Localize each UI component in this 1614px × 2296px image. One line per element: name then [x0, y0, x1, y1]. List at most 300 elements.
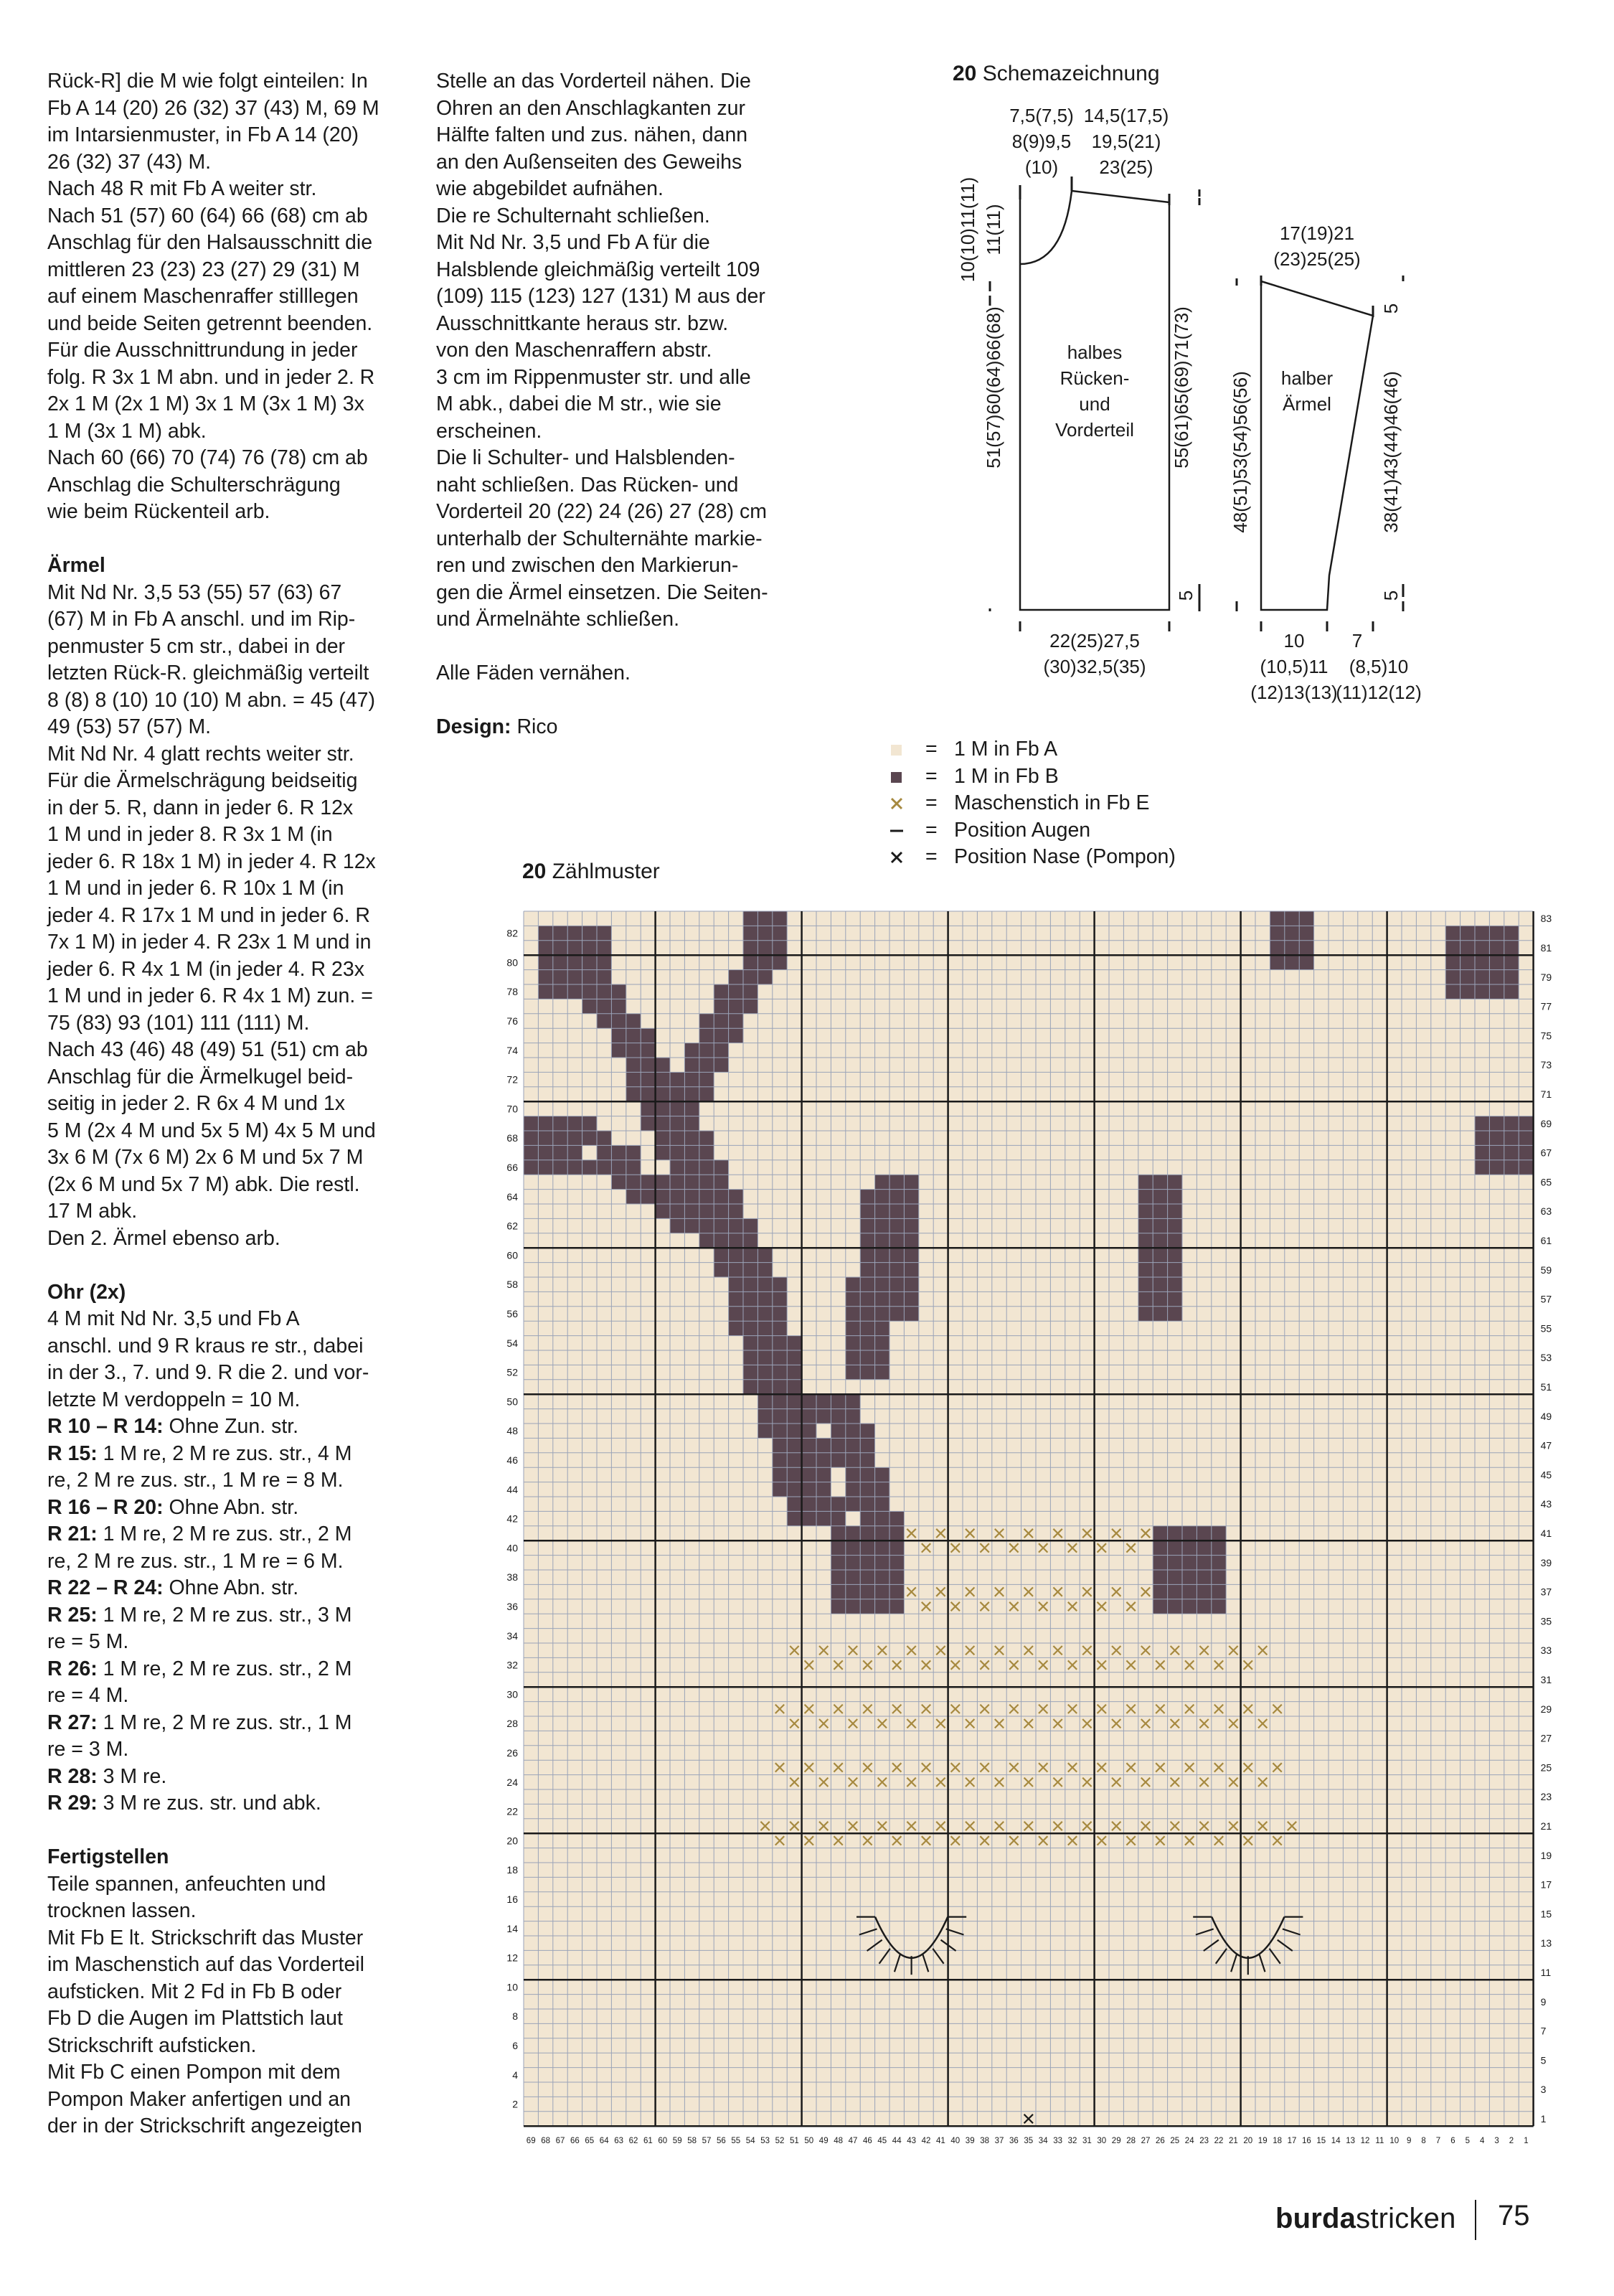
- stitch-b: [889, 1540, 904, 1555]
- stitch-b: [846, 1556, 860, 1570]
- stitch-b: [699, 1058, 714, 1072]
- legend-text: Position Nase (Pompon): [954, 845, 1176, 868]
- stitch-b: [875, 1365, 889, 1379]
- stitch-b: [860, 1307, 874, 1321]
- stitch-b: [1168, 1584, 1182, 1599]
- stitch-b: [597, 1145, 611, 1159]
- row-number: 59: [1540, 1264, 1552, 1276]
- text-line: mittleren 23 (23) 23 (27) 29 (31) M: [47, 258, 360, 281]
- row-numbers-right: [1541, 913, 1552, 2125]
- stitch-b: [758, 1350, 772, 1365]
- text-line: [436, 714, 802, 741]
- stitch-b: [1475, 1145, 1489, 1159]
- stitch-b: [846, 1307, 860, 1321]
- stitch-b: [831, 1570, 845, 1584]
- row-number: 61: [1540, 1235, 1552, 1246]
- row-number: 69: [1540, 1117, 1552, 1129]
- stitch-b: [860, 1321, 874, 1335]
- text-line: (67) M in Fb A anschl. und im Rip-: [47, 608, 356, 631]
- stitch-b: [524, 1145, 538, 1159]
- column-number: 23: [1199, 2137, 1209, 2146]
- stitch-b: [875, 1467, 889, 1482]
- stitch-b: [729, 984, 743, 999]
- sleeve-outline: [1261, 281, 1373, 610]
- stitch-b: [1182, 1556, 1197, 1570]
- stitch-b: [611, 1175, 626, 1189]
- stitch-b: [714, 999, 728, 1013]
- stitch-b: [875, 1218, 889, 1233]
- stitch-b: [1182, 1599, 1197, 1614]
- measure-label: 23(25): [1099, 156, 1153, 178]
- row-label: R 10 – R 14:: [47, 1415, 164, 1438]
- column-number: 50: [804, 2137, 814, 2146]
- stitch-b: [538, 970, 552, 984]
- color-a-swatch-icon: [888, 736, 905, 763]
- stitch-b: [831, 1526, 845, 1540]
- column-number: 63: [614, 2137, 623, 2146]
- stitch-b: [787, 1482, 801, 1497]
- stitch-b: [860, 1336, 874, 1350]
- stitch-b: [816, 1438, 831, 1452]
- measure-label: 7,5(7,5): [1009, 105, 1074, 126]
- stitch-b: [1519, 1131, 1533, 1145]
- row-number: 9: [1540, 1995, 1547, 2008]
- column-number: 26: [1156, 2137, 1165, 2146]
- stitch-b: [714, 1058, 728, 1072]
- stitch-b: [802, 1497, 816, 1511]
- stitch-b: [816, 1409, 831, 1424]
- stitch-b: [773, 1438, 787, 1452]
- measure-label: 38(41)43(44)46(46): [1380, 371, 1402, 533]
- stitch-b: [1138, 1175, 1153, 1189]
- stitch-b: [875, 1497, 889, 1511]
- stitch-b: [656, 1116, 670, 1131]
- stitch-b: [875, 1540, 889, 1555]
- stitch-b: [1138, 1277, 1153, 1292]
- column-number: 37: [994, 2137, 1004, 2146]
- text-line: Rück-R] die M wie folgt einteilen: In: [47, 70, 368, 93]
- stitch-b: [684, 1058, 699, 1072]
- text-line: 1 M und in jeder 6. R 10x 1 M (in: [47, 877, 344, 900]
- measure-label: (10,5)11: [1260, 656, 1329, 677]
- text-line: im Maschenstich auf das Vorderteil: [47, 1953, 364, 1976]
- stitch-b: [846, 1526, 860, 1540]
- footer-divider: [1475, 2200, 1476, 2240]
- stitch-b: [773, 1277, 787, 1292]
- stitch-b: [802, 1453, 816, 1467]
- row-text: 3 M re zus. str. und abk.: [103, 1792, 321, 1815]
- row-number: 6: [512, 2040, 518, 2051]
- footer-brand: burdastricken: [1275, 2203, 1456, 2234]
- text-line: 1 M (3x 1 M) abk.: [47, 419, 207, 443]
- stitch-b: [641, 1072, 655, 1086]
- text-line: Alle Fäden vernähen.: [436, 662, 631, 684]
- row-number: 12: [506, 1952, 518, 1964]
- stitch-b: [773, 941, 787, 955]
- stitch-b: [889, 1292, 904, 1306]
- row-text: 1 M re, 2 M re zus. str., 2 M: [103, 1523, 352, 1545]
- stitch-b: [831, 1556, 845, 1570]
- row-number: 82: [506, 927, 518, 939]
- stitch-b: [714, 1043, 728, 1058]
- stitch-b: [831, 1438, 845, 1452]
- text-line: erscheinen.: [436, 419, 542, 443]
- stitch-b: [889, 1175, 904, 1189]
- text-line: Strickschrift aufsticken.: [47, 2033, 257, 2057]
- text-line: 4 M mit Nd Nr. 3,5 und Fb A: [47, 1307, 300, 1330]
- stitch-b: [670, 1131, 684, 1145]
- paragraph-gap: [436, 634, 802, 661]
- stitch-b: [889, 1248, 904, 1262]
- stitch-b: [714, 1233, 728, 1248]
- stitch-b: [656, 1175, 670, 1189]
- stitch-b: [773, 1409, 787, 1424]
- stitch-b: [538, 941, 552, 955]
- stitch-b: [889, 1511, 904, 1525]
- stitch-b: [699, 1218, 714, 1233]
- row-number: 30: [506, 1688, 518, 1700]
- text-line: [47, 1790, 406, 1817]
- stitch-b: [1489, 941, 1504, 955]
- column-number: 2: [1509, 2137, 1514, 2146]
- stitch-b: [1504, 1131, 1519, 1145]
- stitch-b: [1299, 941, 1313, 955]
- stitch-b: [670, 1145, 684, 1159]
- stitch-b: [860, 1263, 874, 1277]
- text-line: 3 cm im Rippenmuster str. und alle: [436, 365, 751, 389]
- legend-text: Maschenstich in Fb E: [954, 791, 1150, 814]
- column-number: 20: [1243, 2137, 1253, 2146]
- stitch-b: [1182, 1584, 1197, 1599]
- text-line: in der 3., 7. und 9. R die 2. und vor-: [47, 1361, 369, 1384]
- text-line: Anschlag für die Ärmelkugel beid-: [47, 1065, 354, 1088]
- stitch-b: [773, 1394, 787, 1408]
- text-line: 7x 1 M) in jeder 4. R 23x 1 M und in: [47, 931, 372, 954]
- stitch-b: [860, 1467, 874, 1482]
- stitch-b: [1153, 1526, 1167, 1540]
- stitch-b: [860, 1599, 874, 1614]
- text-line: 1 M und in jeder 6. R 4x 1 M) zun. =: [47, 984, 373, 1007]
- text-line: Nach 43 (46) 48 (49) 51 (51) cm ab: [47, 1038, 368, 1061]
- stitch-b: [802, 1511, 816, 1525]
- row-number: 79: [1540, 971, 1552, 983]
- stitch-b: [1182, 1526, 1197, 1540]
- measure-label: 7: [1351, 630, 1363, 651]
- legend-equals: =: [925, 818, 938, 842]
- row-number: 27: [1540, 1732, 1552, 1744]
- stitch-b: [773, 1453, 787, 1467]
- legend-equals: =: [925, 845, 938, 868]
- row-number: 36: [506, 1601, 518, 1612]
- stitch-b: [656, 1145, 670, 1159]
- section-label: und: [1079, 393, 1110, 415]
- measure-label: (30)32,5(35): [1043, 656, 1146, 677]
- stitch-b: [1153, 1599, 1167, 1614]
- stitch-b: [1504, 970, 1519, 984]
- text-line: [47, 1575, 406, 1602]
- stitch-b: [743, 926, 758, 940]
- stitch-b: [875, 1263, 889, 1277]
- row-number: 72: [506, 1073, 518, 1086]
- stitch-b: [846, 1497, 860, 1511]
- stitch-b: [626, 1190, 641, 1204]
- row-number: 52: [506, 1366, 518, 1378]
- stitch-b: [758, 941, 772, 955]
- stitch-b: [846, 1336, 860, 1350]
- stitch-b: [670, 1116, 684, 1131]
- stitch-b: [846, 1292, 860, 1306]
- stitch-b: [875, 1190, 889, 1204]
- stitch-b: [641, 1101, 655, 1116]
- stitch-b: [553, 1160, 567, 1175]
- stitch-b: [860, 1511, 874, 1525]
- measure-label: 22(25)27,5: [1049, 630, 1140, 651]
- text-line: re = 4 M.: [47, 1684, 129, 1707]
- measure-label: (8,5)10: [1349, 656, 1409, 677]
- column-number: 67: [555, 2137, 565, 2146]
- column-number: 8: [1421, 2137, 1426, 2146]
- stitch-b: [743, 1277, 758, 1292]
- column-number: 48: [834, 2137, 843, 2146]
- stitch-b: [597, 984, 611, 999]
- row-number: 81: [1540, 942, 1552, 954]
- row-number: 56: [506, 1308, 518, 1319]
- row-number: 31: [1540, 1674, 1552, 1685]
- stitch-b: [538, 984, 552, 999]
- stitch-b: [773, 1365, 787, 1379]
- row-number: 21: [1540, 1820, 1552, 1832]
- text-line: [47, 1521, 406, 1548]
- measure-label: 10: [1283, 630, 1305, 651]
- stitch-b: [758, 1394, 772, 1408]
- text-line: Fb A 14 (20) 26 (32) 37 (43) M, 69 M: [47, 96, 379, 120]
- row-number: 71: [1540, 1088, 1552, 1100]
- stitch-b: [729, 999, 743, 1013]
- stitch-b: [714, 1248, 728, 1262]
- stitch-b: [787, 1409, 801, 1424]
- text-line: Mit Nd Nr. 3,5 53 (55) 57 (63) 67: [47, 580, 342, 604]
- row-text: 1 M re, 2 M re zus. str., 1 M: [103, 1711, 352, 1734]
- paragraph-gap: [47, 1817, 406, 1845]
- text-line: ren und zwischen den Markierun-: [436, 554, 739, 577]
- stitch-b: [758, 1409, 772, 1424]
- column-number: 69: [526, 2137, 536, 2146]
- stitch-b: [1445, 941, 1460, 955]
- row-number: 50: [506, 1396, 518, 1408]
- stitch-b: [860, 1365, 874, 1379]
- row-number: 37: [1540, 1586, 1552, 1598]
- stitch-b: [626, 1014, 641, 1028]
- stitch-b: [889, 1584, 904, 1599]
- text-line: [47, 1710, 406, 1737]
- black-cross-icon: [888, 844, 905, 871]
- stitch-b: [1270, 955, 1284, 969]
- row-number: 35: [1540, 1615, 1552, 1627]
- column-number: 25: [1170, 2137, 1180, 2146]
- stitch-b: [1197, 1570, 1211, 1584]
- stitch-b: [582, 941, 597, 955]
- stitch-b: [670, 1160, 684, 1175]
- stitch-b: [875, 1336, 889, 1350]
- chart-title: 20 Zählmuster: [522, 860, 660, 883]
- text-line: Die re Schulternaht schließen.: [436, 204, 710, 227]
- text-line: 1 M und in jeder 8. R 3x 1 M (in: [47, 823, 333, 846]
- stitch-b: [743, 984, 758, 999]
- stitch-b: [846, 1599, 860, 1614]
- stitch-b: [567, 1160, 582, 1175]
- text-line: von den Maschenraffern abstr.: [436, 339, 712, 362]
- column-number: 6: [1450, 2137, 1455, 2146]
- row-number: 73: [1540, 1059, 1552, 1071]
- knitting-chart: [488, 890, 1578, 2167]
- measure-label: 5: [1380, 303, 1402, 314]
- stitch-b: [1270, 926, 1284, 940]
- stitch-b: [773, 1336, 787, 1350]
- stitch-b: [875, 1584, 889, 1599]
- stitch-b: [875, 1526, 889, 1540]
- stitch-b: [1489, 1116, 1504, 1131]
- stitch-b: [1153, 1540, 1167, 1555]
- stitch-b: [904, 1233, 918, 1248]
- stitch-b: [729, 1263, 743, 1277]
- text-line: [47, 1495, 406, 1522]
- stitch-b: [758, 1292, 772, 1306]
- stitch-b: [860, 1584, 874, 1599]
- stitch-b: [567, 926, 582, 940]
- section-label: halber: [1280, 367, 1334, 389]
- stitch-b: [773, 1380, 787, 1394]
- row-number: 15: [1540, 1908, 1552, 1920]
- stitch-b: [1168, 1526, 1182, 1540]
- stitch-b: [1504, 1160, 1519, 1175]
- text-line: 26 (32) 37 (43) M.: [47, 150, 212, 174]
- stitch-b: [611, 1014, 626, 1028]
- stitch-b: [1212, 1584, 1226, 1599]
- stitch-b: [904, 1263, 918, 1277]
- text-line: anschl. und 9 R kraus re str., dabei: [47, 1334, 364, 1358]
- stitch-b: [787, 1394, 801, 1408]
- row-number: 51: [1540, 1381, 1552, 1393]
- stitch-b: [831, 1540, 845, 1555]
- stitch-b: [684, 1131, 699, 1145]
- measure-label: 17(19)21: [1279, 222, 1355, 244]
- stitch-b: [875, 1599, 889, 1614]
- stitch-b: [787, 1497, 801, 1511]
- text-line: Mit Nd Nr. 3,5 und Fb A für die: [436, 231, 710, 254]
- legend-equals: =: [925, 791, 938, 814]
- stitch-b: [846, 1453, 860, 1467]
- paragraph-gap: [47, 1252, 406, 1279]
- column-number: 60: [658, 2137, 668, 2146]
- text-line: Teile spannen, anfeuchten und: [47, 1872, 326, 1896]
- text-line: (2x 6 M und 5x 7 M) abk. Die restl.: [47, 1172, 360, 1196]
- row-number: 65: [1540, 1176, 1552, 1188]
- column-number: 10: [1389, 2137, 1400, 2146]
- stitch-b: [553, 970, 567, 984]
- legend-equals: =: [925, 764, 938, 788]
- stitch-b: [860, 1497, 874, 1511]
- stitch-b: [773, 955, 787, 969]
- stitch-b: [582, 999, 597, 1013]
- stitch-b: [904, 1204, 918, 1218]
- stitch-b: [846, 1467, 860, 1482]
- stitch-b: [787, 1350, 801, 1365]
- row-numbers-left: [506, 928, 518, 2110]
- stitch-b: [1138, 1190, 1153, 1204]
- stitch-b: [582, 1116, 597, 1131]
- stitch-b: [729, 1307, 743, 1321]
- text-line: Nach 48 R mit Fb A weiter str.: [47, 177, 317, 200]
- stitch-b: [1445, 955, 1460, 969]
- stitch-b: [846, 1394, 860, 1408]
- text-line: jeder 6. R 4x 1 M (in jeder 4. R 23x: [47, 957, 364, 981]
- stitch-b: [714, 1204, 728, 1218]
- row-label: R 28:: [47, 1764, 98, 1788]
- stitch-b: [1489, 970, 1504, 984]
- stitch-b: [538, 955, 552, 969]
- stitch-b: [1489, 955, 1504, 969]
- row-label: R 25:: [47, 1603, 98, 1627]
- stitch-b: [553, 926, 567, 940]
- column-numbers: [527, 2137, 1529, 2145]
- stitch-b: [860, 1190, 874, 1204]
- stitch-b: [1153, 1292, 1167, 1306]
- stitch-b: [684, 1101, 699, 1116]
- stitch-b: [567, 984, 582, 999]
- stitch-b: [699, 1204, 714, 1218]
- stitch-b: [582, 955, 597, 969]
- stitch-b: [1504, 926, 1519, 940]
- stitch-b: [641, 1028, 655, 1043]
- measure-label: 14,5(17,5): [1083, 105, 1169, 126]
- row-number: 24: [506, 1776, 518, 1788]
- column-number: 62: [628, 2137, 638, 2146]
- stitch-b: [743, 1292, 758, 1306]
- stitch-b: [699, 1233, 714, 1248]
- row-text: Ohne Zun. str.: [169, 1415, 299, 1438]
- stitch-b: [714, 1218, 728, 1233]
- text-line: in der 5. R, dann in jeder 6. R 12x: [47, 796, 354, 819]
- stitch-b: [567, 970, 582, 984]
- text-line: 75 (83) 93 (101) 111 (111) M.: [47, 1011, 310, 1035]
- row-number: 5: [1540, 2054, 1547, 2066]
- row-number: 48: [506, 1425, 518, 1437]
- stitch-b: [860, 1556, 874, 1570]
- stitch-b: [1504, 984, 1519, 999]
- text-line: letzten Rück-R. gleichmäßig verteilt: [47, 662, 369, 684]
- text-line: seitig in jeder 2. R 6x 4 M und 1x: [47, 1092, 346, 1115]
- stitch-b: [656, 1204, 670, 1218]
- column-number: 15: [1316, 2137, 1326, 2146]
- column-number: 51: [790, 2137, 799, 2146]
- stitch-b: [904, 1307, 918, 1321]
- stitch-b: [714, 1014, 728, 1028]
- stitch-b: [846, 1584, 860, 1599]
- row-number: 62: [506, 1220, 518, 1232]
- legend-text: 1 M in Fb B: [954, 764, 1059, 788]
- stitch-b: [875, 1233, 889, 1248]
- stitch-b: [860, 1540, 874, 1555]
- stitch-b: [860, 1292, 874, 1306]
- stitch-b: [729, 1028, 743, 1043]
- stitch-b: [684, 1116, 699, 1131]
- schema-drawing: [933, 93, 1463, 710]
- stitch-b: [904, 1248, 918, 1262]
- stitch-b: [699, 1072, 714, 1086]
- stitch-b: [1489, 1160, 1504, 1175]
- row-number: 23: [1540, 1791, 1552, 1803]
- stitch-b: [875, 1511, 889, 1525]
